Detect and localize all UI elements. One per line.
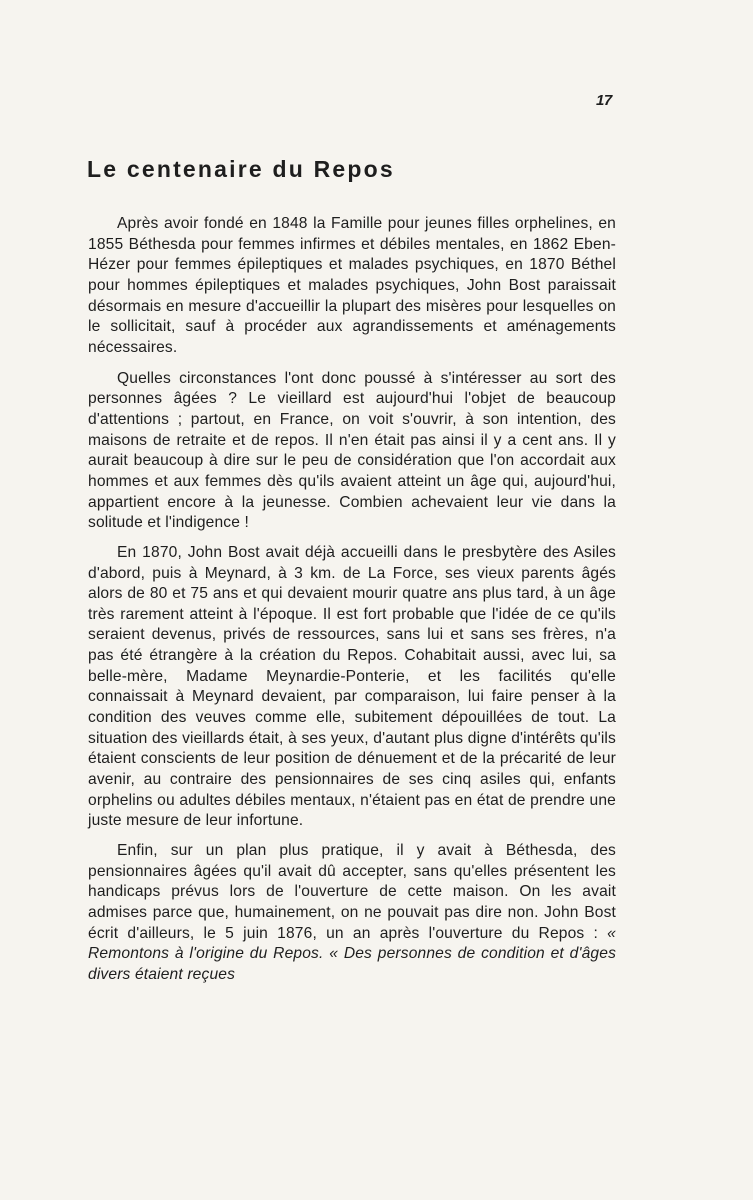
paragraph-4	[88, 841, 616, 986]
quote-line-2: « Des personnes de condition et d'âges divers étaient reçues	[88, 945, 617, 983]
body-text	[88, 214, 616, 994]
paragraph-1: Après avoir fondé en 1848 la Famille pour jeunes filles orphelines, en 1855 Béthesda pour femmes infirmes et débiles mentales, en 1862 Eben-Hézer pour femmes épileptiques et malades psychiques, en 1870 Béthel pour hommes épileptiques et malades psychiques, John Bost paraissait désormais en mesure d'accueillir la plupart des misères pour lesquelles on le sollicitait, sauf à procéder aux agrandissements et aménagements nécessaires.	[88, 215, 616, 356]
paragraph-3: En 1870, John Bost avait déjà accueilli dans le presbytère des Asiles d'abord, puis à Meynard, à 3 km. de La Force, ses vieux parents âgés alors de 80 et 75 ans et qui devaient mourir quatre ans plus tard, à un âge très rarement atteint à l'époque. Il est fort probable que l'idée de ce qu'ils seraient devenus, privés de ressources, sans lui et sans ses frères, n'a pas été étrangère à la création du Repos. Cohabitait aussi, avec lui, sa belle-mère, Madame Meynardie-Ponterie, et les facilités qu'elle connaissait à Meynard devaient, par comparaison, lui faire penser à la condition des veuves comme elle, subitement dépouillées de tout. La situation des vieillards était, à ses yeux, d'autant plus digne d'intérêts qu'ils étaient conscients de leur position de dénuement et de la précarité de leur avenir, au contraire des pensionnaires de ses cinq asiles qui, enfants orphelins ou adultes débiles mentaux, n'étaient pas en état de prendre une juste mesure de leur infortune.	[88, 543, 616, 830]
paragraph-2: Quelles circonstances l'ont donc poussé à s'intéresser au sort des personnes âgées ? Le vieillard est aujourd'hui l'objet de beaucoup d'attentions ; partout, en France, on voit s'ouvrir, à son intention, des maisons de retraite et de repos. Il n'en était pas ainsi il y a cent ans. Il y aurait beaucoup à dire sur le peu de considération que l'on accordait aux hommes et aux femmes dès qu'ils avaient atteint un âge qui, aujourd'hui, appartient encore à la jeunesse. Combien achevaient leur vie dans la solitude et l'indigence !	[88, 369, 616, 532]
page-number: 17	[596, 92, 612, 109]
page-title: Le centenaire du Repos	[87, 156, 395, 182]
quote-line-1: « Remontons à l'origine du Repos.	[88, 924, 616, 963]
paragraph-4-text: Enfin, sur un plan plus pratique, il y avait à Béthesda, des pensionnaires âgées qu'il avait dû accepter, sans qu'elles présentent les handicaps prévus lors de l'ouverture de cette maison. On les avait admises parce que, humainement, on ne pouvait pas dire non. John Bost écrit d'ailleurs, le 5 juin 1876, un an après l'ouverture du Repos :	[88, 842, 616, 942]
